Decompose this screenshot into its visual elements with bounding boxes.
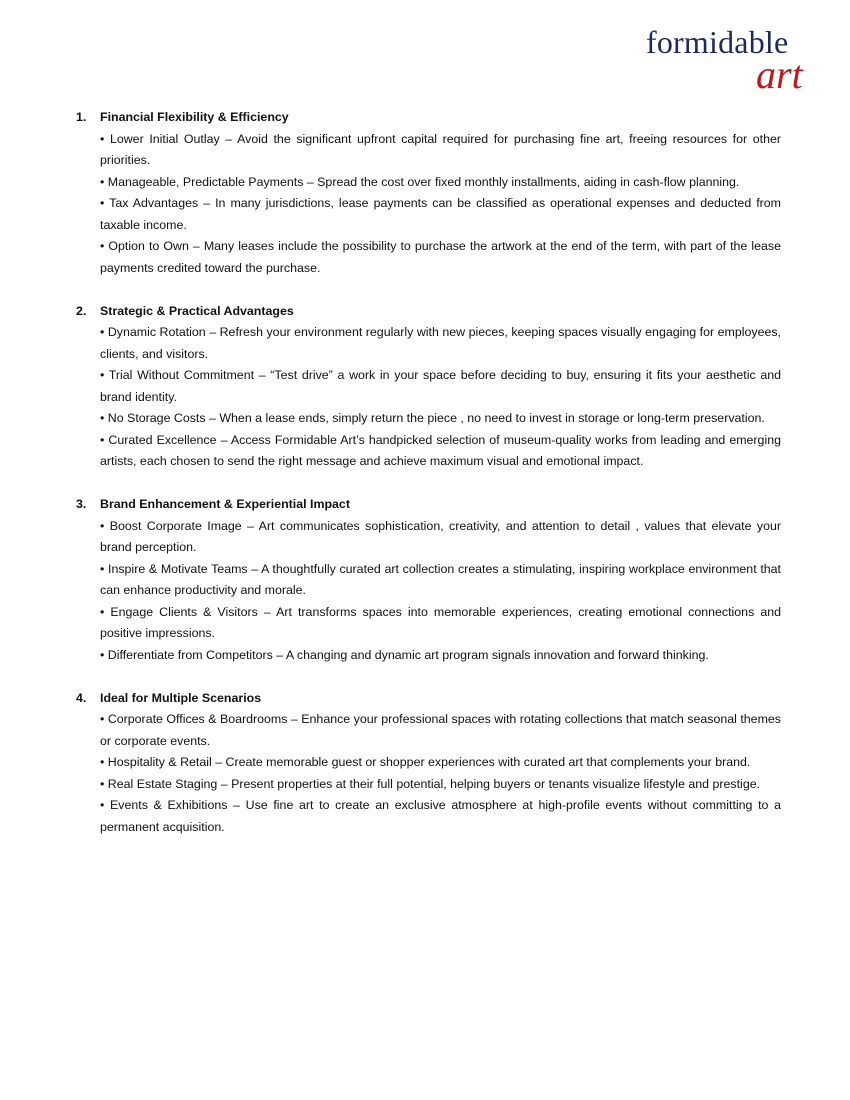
- section-strategic-advantages: [76, 301, 781, 473]
- section-number: 1.: [76, 110, 87, 124]
- bullet-item: • Differentiate from Competitors – A changing and dynamic art program signals innovation and forward thinking.: [100, 647, 709, 662]
- section-title: Strategic & Practical Advantages: [100, 303, 294, 318]
- bullet-item: • Dynamic Rotation – Refresh your environment regularly with new pieces, keeping spaces visually engaging for employees, clients, and visitors.: [100, 325, 781, 361]
- bullet-item: • Lower Initial Outlay – Avoid the significant upfront capital required for purchasing fine art, freeing resources for other priorities.: [100, 131, 781, 167]
- bullet-item: • Engage Clients & Visitors – Art transforms spaces into memorable experiences, creating emotional connections and positive impressions.: [100, 604, 781, 640]
- bullet-item: • Option to Own – Many leases include the possibility to purchase the artwork at the end of the term, with part of the lease payments credited toward the purchase.: [100, 239, 781, 275]
- section-financial-flexibility: [76, 107, 781, 279]
- bullet-item: • Boost Corporate Image – Art communicates sophistication, creativity, and attention to detail , values that elevate your brand perception.: [100, 518, 781, 554]
- bullet-item: • Trial Without Commitment – “Test drive” a work in your space before deciding to buy, ensuring it fits your aesthetic and brand identity.: [100, 368, 781, 404]
- bullet-item: • Manageable, Predictable Payments – Spread the cost over fixed monthly installments, aiding in cash-flow planning.: [100, 174, 740, 189]
- logo-wordmark-formidable: formidable: [646, 24, 789, 60]
- section-number: 4.: [76, 690, 87, 705]
- section-heading: [76, 107, 781, 129]
- section-brand-enhancement: [76, 494, 781, 666]
- logo-wordmark-art: art: [756, 52, 803, 97]
- section-heading: [76, 301, 781, 323]
- section-heading: [76, 494, 781, 516]
- bullet-item: • Events & Exhibitions – Use fine art to create an exclusive atmosphere at high-profile events without committing to a permanent acquisition.: [100, 798, 781, 834]
- section-number: 3.: [76, 497, 87, 511]
- document-body: [76, 107, 781, 860]
- bullet-item: • Corporate Offices & Boardrooms – Enhance your professional spaces with rotating collections that match seasonal themes or corporate events.: [100, 712, 781, 748]
- section-title: Brand Enhancement & Experiential Impact: [100, 497, 350, 511]
- section-multiple-scenarios: [76, 688, 781, 839]
- bullet-item: • No Storage Costs – When a lease ends, simply return the piece , no need to invest in storage or long-term preservation.: [100, 411, 765, 425]
- bullet-item: • Curated Excellence – Access Formidable Art’s handpicked selection of museum-quality works from leading and emerging artists, each chosen to send the right message and achieve maximum visual and emotional impact.: [100, 432, 781, 468]
- section-title: Ideal for Multiple Scenarios: [100, 690, 262, 705]
- bullet-item: • Hospitality & Retail – Create memorable guest or shopper experiences with curated art that complements your brand.: [100, 755, 751, 769]
- bullet-item: • Real Estate Staging – Present properties at their full potential, helping buyers or tenants visualize lifestyle and prestige.: [100, 776, 761, 791]
- bullet-item: • Tax Advantages – In many jurisdictions, lease payments can be classified as operational expenses and deducted from taxable income.: [100, 196, 781, 232]
- section-title: Financial Flexibility & Efficiency: [100, 110, 289, 124]
- section-number: 2.: [76, 303, 87, 318]
- section-heading: [76, 688, 781, 710]
- formidable-art-logo: [646, 24, 816, 96]
- bullet-item: • Inspire & Motivate Teams – A thoughtfully curated art collection creates a stimulating, inspiring workplace environment that can enhance productivity and morale.: [100, 561, 781, 597]
